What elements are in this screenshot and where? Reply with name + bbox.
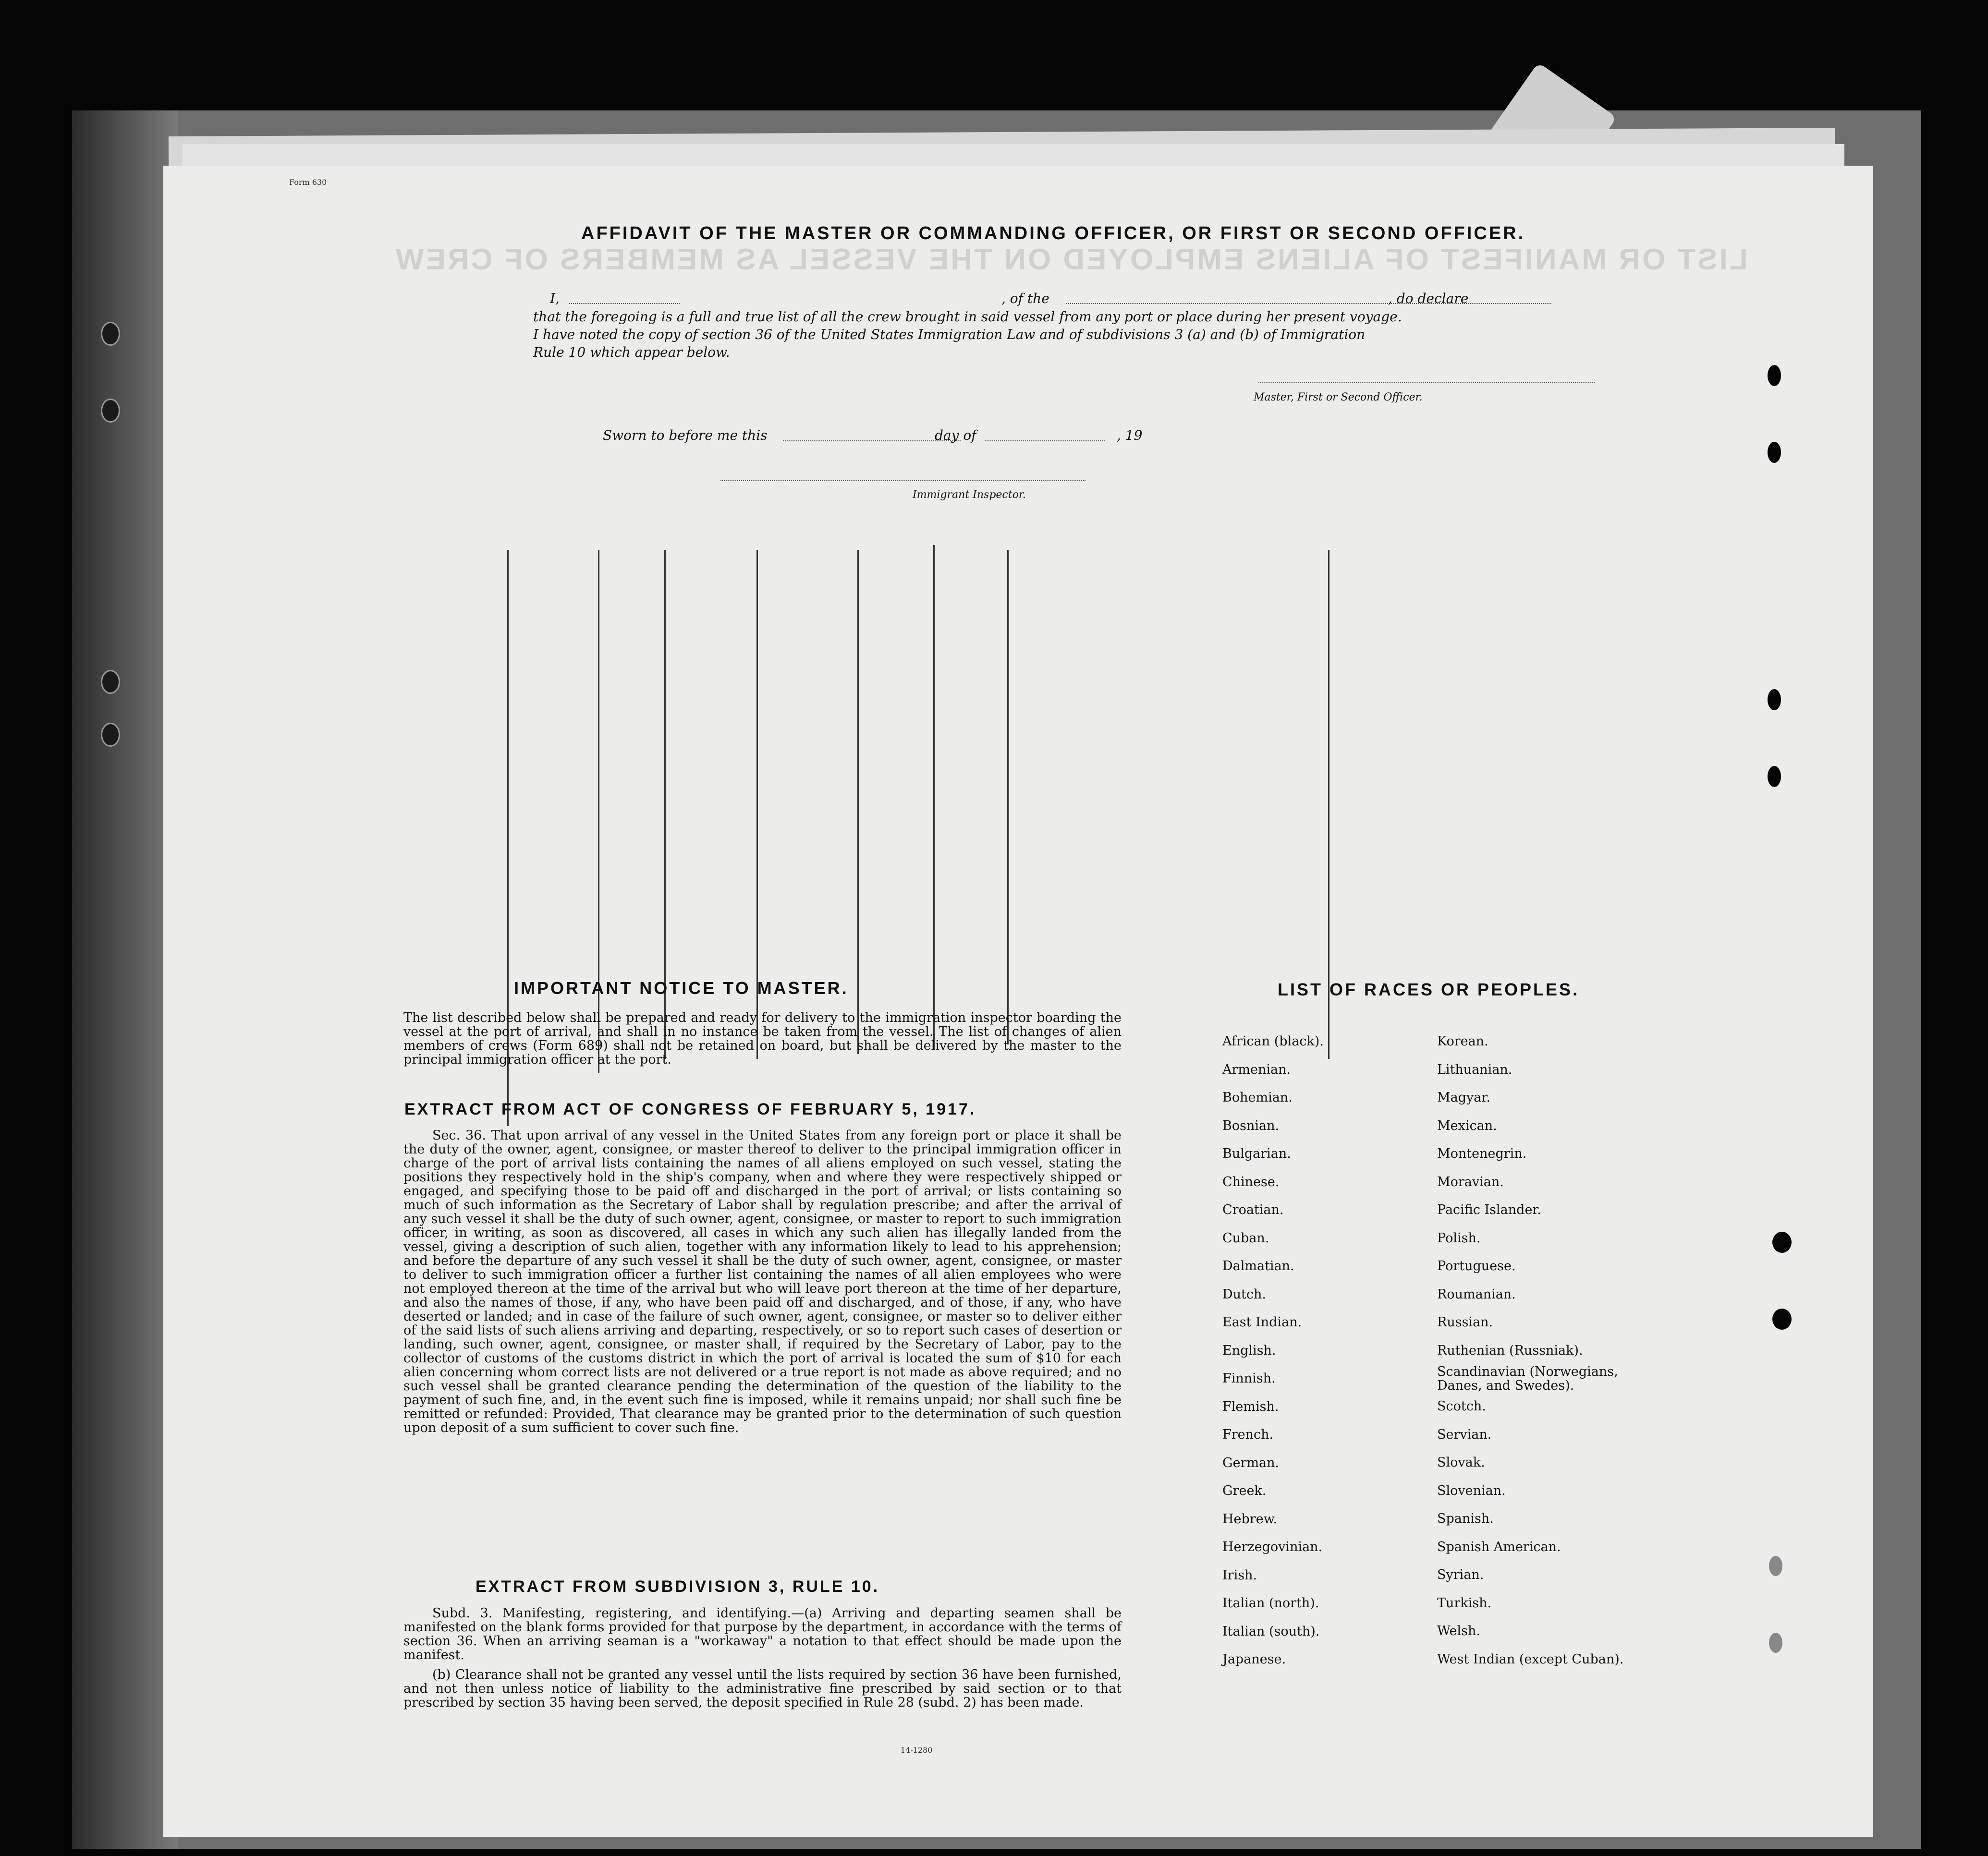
race-item: Montenegrin.	[1437, 1146, 1527, 1161]
punch-hole	[1769, 1633, 1782, 1653]
race-item: Chinese.	[1222, 1174, 1280, 1189]
race-item: Slovenian.	[1437, 1483, 1506, 1498]
year-label: , 19	[1117, 427, 1143, 443]
form-print-code: 14-1280	[901, 1746, 933, 1755]
race-item: Servian.	[1437, 1427, 1492, 1442]
race-item: Greek.	[1222, 1483, 1267, 1498]
race-item: Bohemian.	[1222, 1090, 1293, 1105]
punch-hole	[1768, 442, 1781, 463]
race-item: Finnish.	[1222, 1371, 1276, 1386]
act-extract-title: EXTRACT FROM ACT OF CONGRESS OF FEBRUARY 5, 1917.	[404, 1100, 976, 1118]
race-item: Dalmatian.	[1222, 1259, 1294, 1274]
act-extract-text: Sec. 36. That upon arrival of any vessel in the United States from any foreign port or place it shall be the duty of the owner, agent, consignee, or master thereof to deliver to the principal immigration officer in charge of the port of arrival lists containing the names of all aliens employed on such vessel, stating the positions they respectively hold in the ship's company, when and where they were respectively shipped or engaged, and specifying those to be paid off and discharged in the port of arrival; or lists containing so much of such information as the Secretary of Labor shall by regulation prescribe; and after the arrival of any such vessel it shall be the duty of such owner, agent, consignee, or master to report to such immigration officer, in writing, as soon as discovered, all cases in which any such alien has illegally landed from the vessel, giving a description of such alien, together with any information likely to lead to his apprehension; and before the departure of any such vessel it shall be the duty of such owner, agent, consignee, or master to deliver to such immigration officer a further list containing the names of all alien employees who were not employed thereon at the time of the arrival but who will leave port thereon at the time of her departure, and also the names of those, if any, who have been paid off and discharged, and of those, if any, who have deserted or landed; and in case of the failure of such owner, agent, consignee, or master so to deliver either of the said lists of such aliens arriving and departing, respectively, or so to report such cases of desertion or landing, such owner, agent, consignee, or master shall, if required by the Secretary of Labor, pay to the collector of customs of the customs district in which the port of arrival is located the sum of $10 for each alien concerning whom correct lists are not delivered or a true report is not made as above required; and no such vessel shall be granted clearance pending the determination of the question of the liability to the payment of such fine, and, in the event such fine is imposed, while it remains unpaid; nor shall such fine be remitted or refunded: Provided, That clearance may be granted prior to the determination of such question upon deposit of a sum sufficient to cover such fine.	[403, 1128, 1122, 1435]
race-item: Pacific Islander.	[1437, 1202, 1541, 1217]
inspector-line	[720, 480, 1085, 481]
sworn-day-blank	[783, 440, 961, 441]
sworn-label: Sworn to before me this	[603, 427, 768, 443]
race-item: Mexican.	[1437, 1118, 1497, 1133]
race-item: Armenian.	[1222, 1062, 1291, 1077]
race-item: Lithuanian.	[1437, 1062, 1512, 1077]
race-item: Ruthenian (Russniak).	[1437, 1343, 1583, 1358]
race-item: Portuguese.	[1437, 1259, 1516, 1274]
bleed-through-title: LIST OR MANIFEST OF ALIENS EMPLOYED ON THE VESSEL AS MEMBERS OF CREW	[394, 243, 1748, 276]
affidavit-declare: , do declare	[1388, 291, 1469, 306]
signature-label: Master, First or Second Officer.	[1254, 391, 1423, 403]
notice-title: IMPORTANT NOTICE TO MASTER.	[514, 978, 849, 998]
race-item: Magyar.	[1437, 1090, 1490, 1105]
month-blank	[985, 440, 1105, 441]
form-number: Form 630	[289, 178, 327, 187]
punch-hole	[1768, 766, 1781, 787]
punch-hole	[1772, 1232, 1792, 1253]
race-item: Polish.	[1437, 1230, 1481, 1246]
race-item: Turkish.	[1437, 1595, 1492, 1611]
manifest-page	[163, 166, 1873, 1837]
punch-hole	[1769, 1556, 1782, 1576]
race-item: Bosnian.	[1222, 1118, 1280, 1133]
affidavit-of-the: , of the	[1001, 291, 1049, 306]
day-of-label: day of	[935, 427, 976, 443]
race-item: Slovak.	[1437, 1455, 1485, 1470]
name-blank	[569, 303, 680, 304]
races-column-2	[1437, 1028, 1639, 1674]
race-item: German.	[1222, 1455, 1280, 1470]
race-item: West Indian (except Cuban).	[1437, 1651, 1624, 1667]
race-item: Spanish.	[1437, 1511, 1494, 1526]
race-item: Bulgarian.	[1222, 1146, 1291, 1161]
race-item: Dutch.	[1222, 1286, 1266, 1302]
rule-extract-title: EXTRACT FROM SUBDIVISION 3, RULE 10.	[476, 1577, 880, 1596]
race-item: Scandinavian (Norwegians, Danes, and Swedes).	[1437, 1364, 1618, 1393]
races-title: LIST OF RACES OR PEOPLES.	[1278, 980, 1580, 999]
race-item: Irish.	[1222, 1567, 1257, 1583]
column-rule	[1007, 550, 1009, 1044]
binder-hole	[101, 670, 120, 694]
race-item: Welsh.	[1437, 1624, 1480, 1638]
binder-hole	[101, 723, 120, 747]
race-item: Flemish.	[1222, 1399, 1279, 1414]
race-item: Italian (south).	[1222, 1624, 1320, 1639]
race-item: Spanish American.	[1437, 1539, 1561, 1554]
affidavit-title: AFFIDAVIT OF THE MASTER OR COMMANDING OFFICER, OR FIRST OR SECOND OFFICER.	[581, 223, 1525, 243]
race-item: Cuban.	[1222, 1230, 1269, 1246]
notice-text: The list described below shall be prepared and ready for delivery to the immigration inspector boarding the vessel at the port of arrival, and shall in no instance be taken from the vessel. The list of changes of alien members of crews (Form 689) shall not be retained on board, but shall be delivered by the master to the principal immigration officer at the port.	[403, 1010, 1122, 1067]
affidavit-line4: Rule 10 which appear below.	[533, 344, 730, 360]
punch-hole	[1768, 689, 1781, 710]
race-item: African (black).	[1222, 1034, 1324, 1049]
signature-line	[1258, 382, 1595, 383]
affidavit-line3: I have noted the copy of section 36 of the United States Immigration Law and of subdivisions 3 (a) and (b) of Immigration	[533, 327, 1366, 342]
column-rule	[857, 550, 859, 1054]
affidavit-line2: that the foregoing is a full and true list of all the crew brought in said vessel from any port or place during her present voyage.	[533, 309, 1402, 325]
inspector-label: Immigrant Inspector.	[913, 489, 1026, 501]
vessel-blank	[1066, 303, 1551, 304]
race-item: Syrian.	[1437, 1567, 1484, 1582]
race-item: Korean.	[1437, 1034, 1488, 1049]
affidavit-i: I,	[550, 291, 560, 306]
race-item: Italian (north).	[1222, 1596, 1319, 1611]
race-item: French.	[1222, 1427, 1274, 1442]
race-item: Croatian.	[1222, 1202, 1284, 1217]
race-item: East Indian.	[1222, 1315, 1302, 1330]
race-item: Roumanian.	[1437, 1286, 1516, 1302]
race-item: Japanese.	[1222, 1652, 1286, 1667]
rule-extract-text-b: (b) Clearance shall not be granted any vessel until the lists required by section 36 have been furnished, and not then unless notice of liability to the administrative fine prescribed by said section or to that prescribed by section 35 having been served, the deposit specified in Rule 28 (subd. 2) has been made.	[403, 1667, 1122, 1710]
race-item: English.	[1222, 1343, 1276, 1358]
binder-hole	[101, 399, 120, 423]
punch-hole	[1772, 1309, 1792, 1330]
binder-hole	[101, 322, 120, 346]
race-item: Russian.	[1437, 1315, 1493, 1330]
race-item: Scotch.	[1437, 1399, 1486, 1414]
rule-extract-text-a: Subd. 3. Manifesting, registering, and identifying.—(a) Arriving and departing seamen shall be manifested on the blank forms provided for that purpose by the department, in accordance with the terms of section 36. When an arriving seaman is a "workaway" a notation to that effect should be made upon the manifest.	[403, 1606, 1122, 1662]
race-item: Herzegovinian.	[1222, 1540, 1323, 1554]
binder-edge-shadow	[72, 110, 178, 1849]
column-rule	[933, 545, 935, 1049]
races-column-1	[1222, 1028, 1324, 1674]
race-item: Hebrew.	[1222, 1511, 1278, 1527]
race-item: Moravian.	[1437, 1174, 1504, 1189]
punch-hole	[1768, 365, 1781, 386]
